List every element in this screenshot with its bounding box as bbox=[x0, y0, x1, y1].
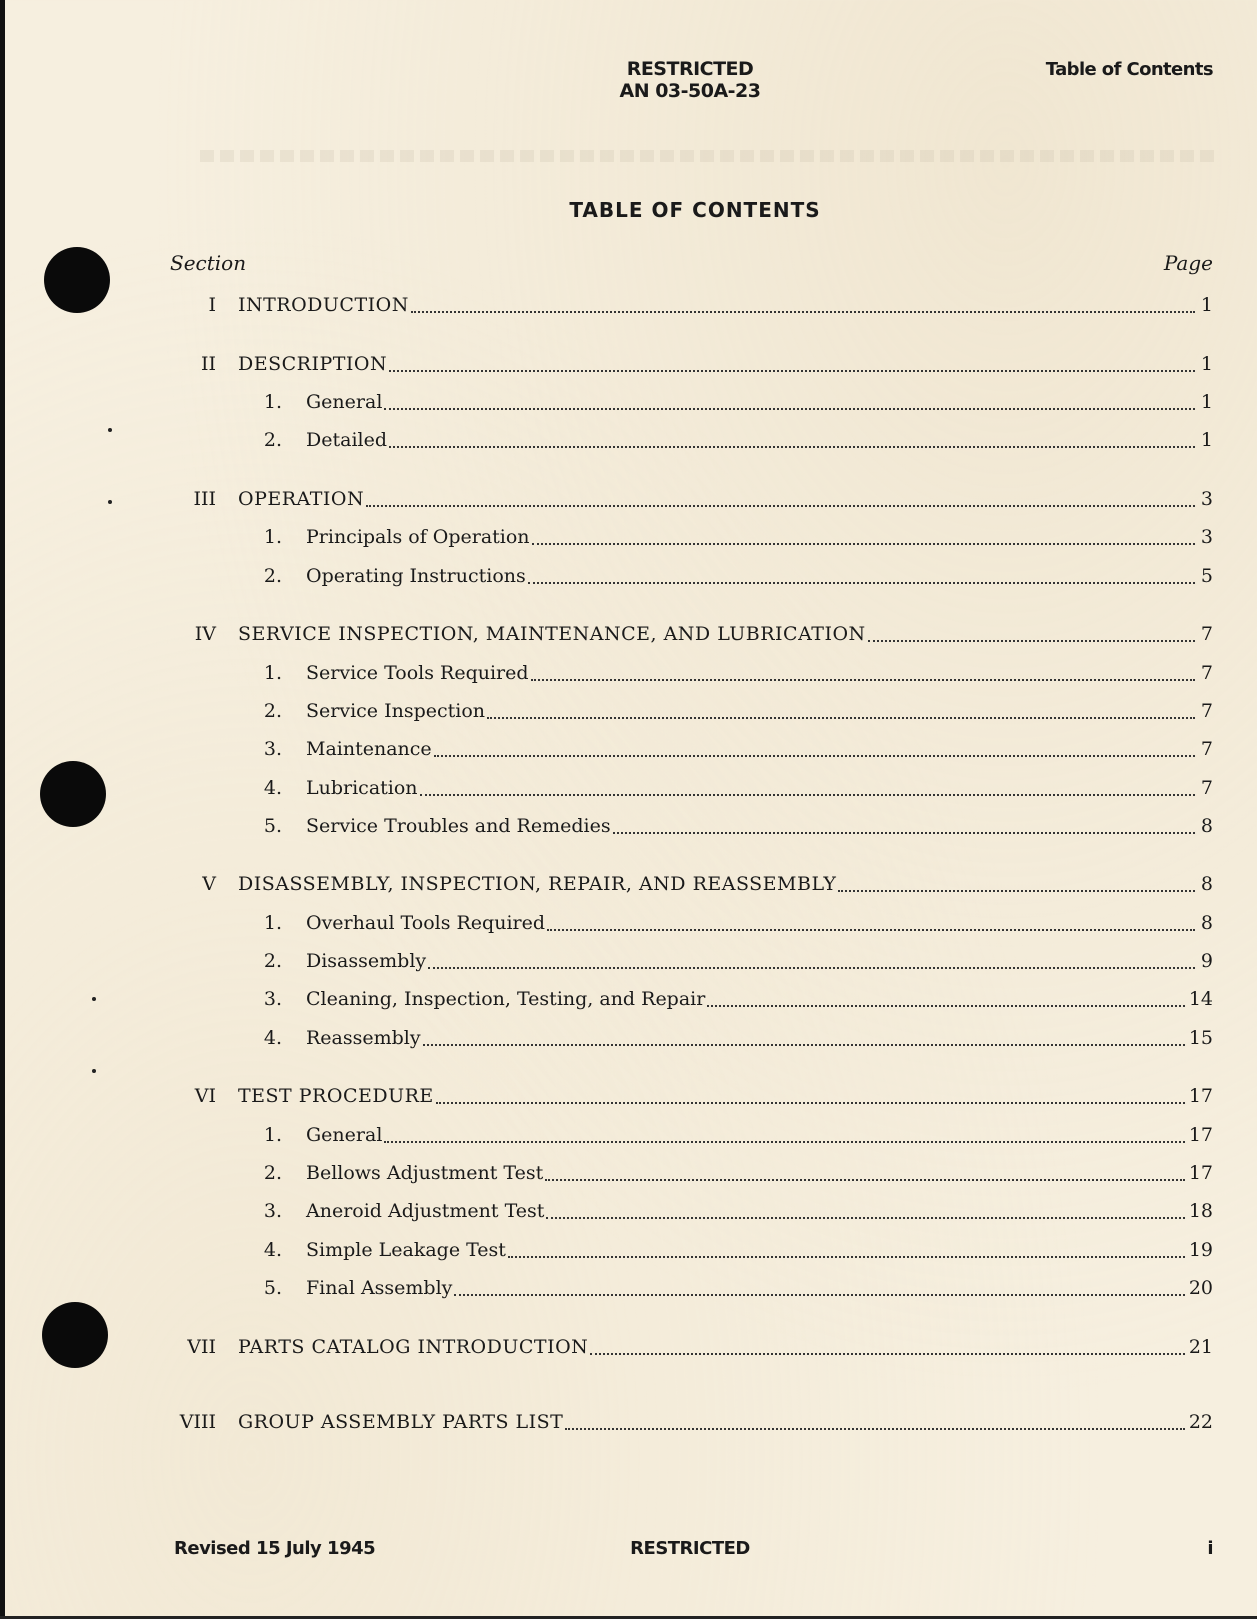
entry-title: PARTS CATALOG INTRODUCTION bbox=[238, 1336, 589, 1358]
entry-page-number: 7 bbox=[1200, 623, 1213, 645]
entry-number: 4. bbox=[263, 777, 282, 799]
entry-title: Reassembly bbox=[306, 1027, 421, 1049]
toc-subsection-entry[interactable] bbox=[160, 429, 1213, 455]
entry-title: Final Assembly bbox=[306, 1277, 453, 1299]
entry-page-number: 7 bbox=[1200, 738, 1213, 760]
entry-page-number: 14 bbox=[1188, 988, 1213, 1010]
entry-number: 3. bbox=[263, 988, 282, 1010]
dot-leader bbox=[420, 794, 1195, 796]
toc-section-entry[interactable] bbox=[160, 1336, 1213, 1362]
dot-leader bbox=[868, 640, 1195, 642]
classification-marking: RESTRICTED bbox=[626, 58, 754, 80]
scan-speck bbox=[92, 997, 96, 1001]
entry-title: DESCRIPTION bbox=[238, 353, 388, 375]
entry-title: Principals of Operation bbox=[306, 526, 530, 548]
entry-title: OPERATION bbox=[238, 488, 365, 510]
entry-title: Simple Leakage Test bbox=[306, 1239, 506, 1261]
entry-page-number: 9 bbox=[1200, 950, 1213, 972]
scan-speck bbox=[92, 1069, 96, 1073]
entry-title: General bbox=[306, 391, 383, 413]
entry-title: DISASSEMBLY, INSPECTION, REPAIR, AND REASSEMBLY bbox=[238, 873, 837, 895]
entry-number: 3. bbox=[263, 1200, 282, 1222]
footer-classification: RESTRICTED bbox=[630, 1538, 750, 1559]
entry-page-number: 7 bbox=[1200, 777, 1213, 799]
page-number: i bbox=[1207, 1538, 1213, 1559]
entry-number: IV bbox=[194, 623, 216, 645]
entry-number: VII bbox=[187, 1336, 216, 1358]
toc-subsection-entry[interactable] bbox=[160, 1027, 1213, 1053]
entry-page-number: 21 bbox=[1188, 1336, 1213, 1358]
binder-hole-bottom bbox=[42, 1302, 108, 1368]
entry-title: Service Inspection bbox=[306, 700, 486, 722]
binder-hole-top bbox=[44, 247, 110, 313]
entry-number: 5. bbox=[263, 1277, 282, 1299]
dot-leader bbox=[384, 1141, 1184, 1143]
entry-page-number: 1 bbox=[1200, 391, 1213, 413]
entry-number: 4. bbox=[263, 1239, 282, 1261]
entry-title: TEST PROCEDURE bbox=[238, 1085, 434, 1107]
toc-section-entry[interactable] bbox=[160, 623, 1213, 649]
entry-number: V bbox=[202, 873, 216, 895]
entry-number: VIII bbox=[179, 1411, 216, 1433]
entry-page-number: 15 bbox=[1188, 1027, 1213, 1049]
entry-page-number: 17 bbox=[1188, 1124, 1213, 1146]
entry-page-number: 5 bbox=[1200, 565, 1213, 587]
dot-leader bbox=[707, 1005, 1184, 1007]
dot-leader bbox=[590, 1353, 1185, 1355]
entry-title: General bbox=[306, 1124, 383, 1146]
entry-page-number: 8 bbox=[1200, 873, 1213, 895]
toc-subsection-entry[interactable] bbox=[160, 565, 1213, 591]
bleed-through-text bbox=[200, 150, 1220, 162]
column-label-section: Section bbox=[170, 251, 247, 275]
dot-leader bbox=[423, 1044, 1185, 1046]
toc-section-entry[interactable] bbox=[160, 873, 1213, 899]
dot-leader bbox=[508, 1256, 1185, 1258]
entry-page-number: 1 bbox=[1200, 353, 1213, 375]
dot-leader bbox=[454, 1294, 1184, 1296]
dot-leader bbox=[545, 1179, 1185, 1181]
page-title: TABLE OF CONTENTS bbox=[569, 198, 821, 222]
entry-page-number: 22 bbox=[1188, 1411, 1213, 1433]
scan-edge-left bbox=[0, 0, 5, 1619]
dot-leader bbox=[613, 832, 1195, 834]
entry-title: Overhaul Tools Required bbox=[306, 912, 546, 934]
entry-number: VI bbox=[194, 1085, 216, 1107]
toc-subsection-entry[interactable] bbox=[160, 777, 1213, 803]
entry-page-number: 17 bbox=[1188, 1162, 1213, 1184]
dot-leader bbox=[389, 446, 1195, 448]
dot-leader bbox=[434, 755, 1195, 757]
toc-subsection-entry[interactable] bbox=[160, 950, 1213, 976]
entry-number: II bbox=[200, 353, 216, 375]
entry-title: Detailed bbox=[306, 429, 388, 451]
entry-page-number: 1 bbox=[1200, 429, 1213, 451]
toc-subsection-entry[interactable] bbox=[160, 912, 1213, 938]
entry-number: 1. bbox=[263, 526, 282, 548]
toc-subsection-entry[interactable] bbox=[160, 391, 1213, 417]
dot-leader bbox=[528, 582, 1195, 584]
dot-leader bbox=[436, 1102, 1185, 1104]
entry-page-number: 19 bbox=[1188, 1239, 1213, 1261]
entry-number: I bbox=[208, 294, 216, 316]
entry-page-number: 1 bbox=[1200, 294, 1213, 316]
entry-number: 1. bbox=[263, 662, 282, 684]
entry-number: 2. bbox=[263, 1162, 282, 1184]
document-number: AN 03-50A-23 bbox=[619, 80, 761, 102]
entry-title: Cleaning, Inspection, Testing, and Repair bbox=[306, 988, 706, 1010]
entry-number: 4. bbox=[263, 1027, 282, 1049]
dot-leader bbox=[838, 890, 1195, 892]
dot-leader bbox=[411, 311, 1195, 313]
entry-number: III bbox=[193, 488, 216, 510]
entry-page-number: 18 bbox=[1188, 1200, 1213, 1222]
entry-number: 3. bbox=[263, 738, 282, 760]
page-header-center bbox=[560, 58, 820, 102]
entry-title: GROUP ASSEMBLY PARTS LIST bbox=[238, 1411, 564, 1433]
toc-section-entry[interactable] bbox=[160, 353, 1213, 379]
dot-leader bbox=[531, 679, 1195, 681]
toc-section-entry[interactable] bbox=[160, 488, 1213, 514]
entry-title: Disassembly bbox=[306, 950, 427, 972]
entry-number: 2. bbox=[263, 565, 282, 587]
entry-page-number: 17 bbox=[1188, 1085, 1213, 1107]
revision-date: Revised 15 July 1945 bbox=[174, 1538, 376, 1559]
dot-leader bbox=[547, 929, 1195, 931]
toc-subsection-entry[interactable] bbox=[160, 815, 1213, 841]
entry-number: 2. bbox=[263, 950, 282, 972]
entry-page-number: 20 bbox=[1188, 1277, 1213, 1299]
dot-leader bbox=[384, 408, 1195, 410]
dot-leader bbox=[546, 1217, 1184, 1219]
dot-leader bbox=[389, 370, 1195, 372]
entry-page-number: 8 bbox=[1200, 912, 1213, 934]
entry-title: Operating Instructions bbox=[306, 565, 526, 587]
dot-leader bbox=[532, 543, 1195, 545]
entry-title: SERVICE INSPECTION, MAINTENANCE, AND LUBRICATION bbox=[238, 623, 866, 645]
entry-title: Service Troubles and Remedies bbox=[306, 815, 611, 837]
scan-speck bbox=[108, 428, 112, 432]
entry-number: 2. bbox=[263, 429, 282, 451]
toc-subsection-entry[interactable] bbox=[160, 662, 1213, 688]
toc-subsection-entry[interactable] bbox=[160, 1200, 1213, 1226]
entry-page-number: 3 bbox=[1200, 526, 1213, 548]
entry-title: Aneroid Adjustment Test bbox=[306, 1200, 545, 1222]
entry-page-number: 3 bbox=[1200, 488, 1213, 510]
entry-title: Bellows Adjustment Test bbox=[306, 1162, 544, 1184]
running-title: Table of Contents bbox=[1045, 59, 1213, 80]
scan-speck bbox=[108, 500, 112, 504]
toc-section-entry[interactable] bbox=[160, 1085, 1213, 1111]
entry-number: 2. bbox=[263, 700, 282, 722]
toc-subsection-entry[interactable] bbox=[160, 1277, 1213, 1303]
toc-subsection-entry[interactable] bbox=[160, 526, 1213, 552]
entry-page-number: 7 bbox=[1200, 662, 1213, 684]
entry-title: INTRODUCTION bbox=[238, 294, 409, 316]
binder-hole-middle bbox=[40, 761, 106, 827]
toc-subsection-entry[interactable] bbox=[160, 988, 1213, 1014]
column-label-page: Page bbox=[1163, 251, 1213, 275]
toc-section-entry[interactable] bbox=[160, 1411, 1213, 1437]
dot-leader bbox=[487, 717, 1195, 719]
entry-title: Lubrication bbox=[306, 777, 418, 799]
entry-title: Maintenance bbox=[306, 738, 432, 760]
entry-page-number: 7 bbox=[1200, 700, 1213, 722]
toc-subsection-entry[interactable] bbox=[160, 738, 1213, 764]
entry-page-number: 8 bbox=[1200, 815, 1213, 837]
toc-section-entry[interactable] bbox=[160, 294, 1213, 320]
entry-title: Service Tools Required bbox=[306, 662, 529, 684]
dot-leader bbox=[366, 505, 1195, 507]
dot-leader bbox=[428, 967, 1195, 969]
toc-subsection-entry[interactable] bbox=[160, 1162, 1213, 1188]
toc-subsection-entry[interactable] bbox=[160, 700, 1213, 726]
toc-subsection-entry[interactable] bbox=[160, 1239, 1213, 1265]
toc-subsection-entry[interactable] bbox=[160, 1124, 1213, 1150]
entry-number: 1. bbox=[263, 391, 282, 413]
entry-number: 1. bbox=[263, 912, 282, 934]
entry-number: 1. bbox=[263, 1124, 282, 1146]
dot-leader bbox=[565, 1428, 1184, 1430]
entry-number: 5. bbox=[263, 815, 282, 837]
